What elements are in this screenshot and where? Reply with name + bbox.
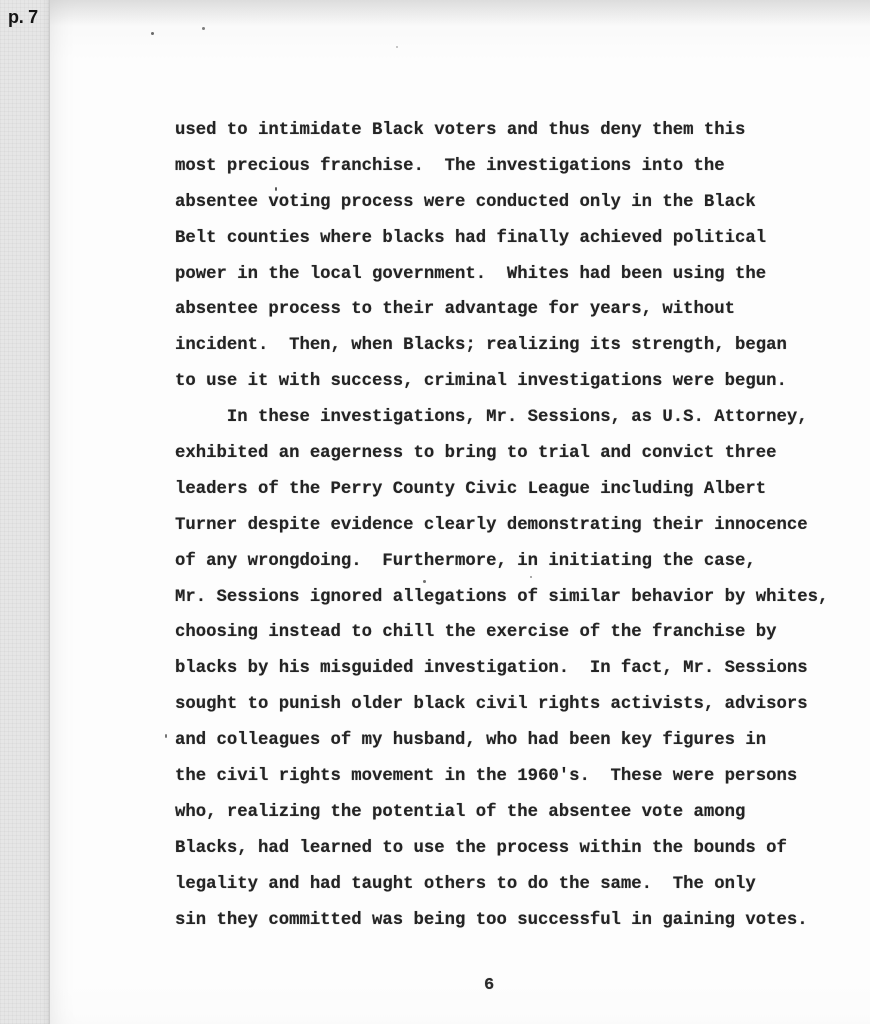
document-line: and colleagues of my husband, who had been key figures in — [175, 731, 767, 751]
scan-noise-speck — [396, 46, 398, 48]
document-line: most precious franchise. The investigations into the — [175, 156, 725, 176]
page-label: p. 7 — [8, 7, 38, 27]
viewer-gutter — [0, 0, 50, 1024]
document-line: Turner despite evidence clearly demonstrating their innocence — [175, 515, 808, 535]
document-line: sought to punish older black civil rights activists, advisors — [175, 695, 808, 715]
document-line: sin they committed was being too successful in gaining votes. — [175, 910, 808, 930]
document-line: leaders of the Perry County Civic League including Albert — [175, 479, 767, 499]
scan-noise-speck — [151, 32, 154, 35]
document-line: used to intimidate Black voters and thus deny them this — [175, 121, 746, 140]
document-lines — [175, 113, 828, 938]
document-line: power in the local government. Whites had been using the — [175, 264, 767, 284]
document-line: absentee process to their advantage for years, without — [175, 300, 736, 320]
document-line: exhibited an eagerness to bring to trial and convict three — [175, 444, 777, 464]
document-line: of any wrongdoing. Furthermore, in initiating the case, — [175, 551, 756, 571]
document-line: blacks by his misguided investigation. In fact, Mr. Sessions — [175, 659, 808, 679]
document-line: Mr. Sessions ignored allegations of similar behavior by whites, — [175, 587, 829, 607]
document-line: to use it with success, criminal investigations were begun. — [175, 372, 787, 392]
document-line: choosing instead to chill the exercise of the franchise by — [175, 623, 777, 643]
document-line: the civil rights movement in the 1960's. These were persons — [175, 767, 798, 787]
document-line: incident. Then, when Blacks; realizing its strength, began — [175, 336, 787, 356]
document-line: In these investigations, Mr. Sessions, as U.S. Attorney, — [175, 408, 808, 428]
document-line: who, realizing the potential of the absentee vote among — [175, 802, 746, 822]
scan-noise-speck — [202, 27, 205, 30]
page-number: 6 — [484, 976, 495, 995]
document-line: Belt counties where blacks had finally achieved political — [175, 228, 767, 248]
document-line: Blacks, had learned to use the process within the bounds of — [175, 838, 787, 858]
document-line: absentee voting process were conducted only in the Black — [175, 192, 756, 212]
document-line: legality and had taught others to do the same. The only — [175, 874, 756, 894]
